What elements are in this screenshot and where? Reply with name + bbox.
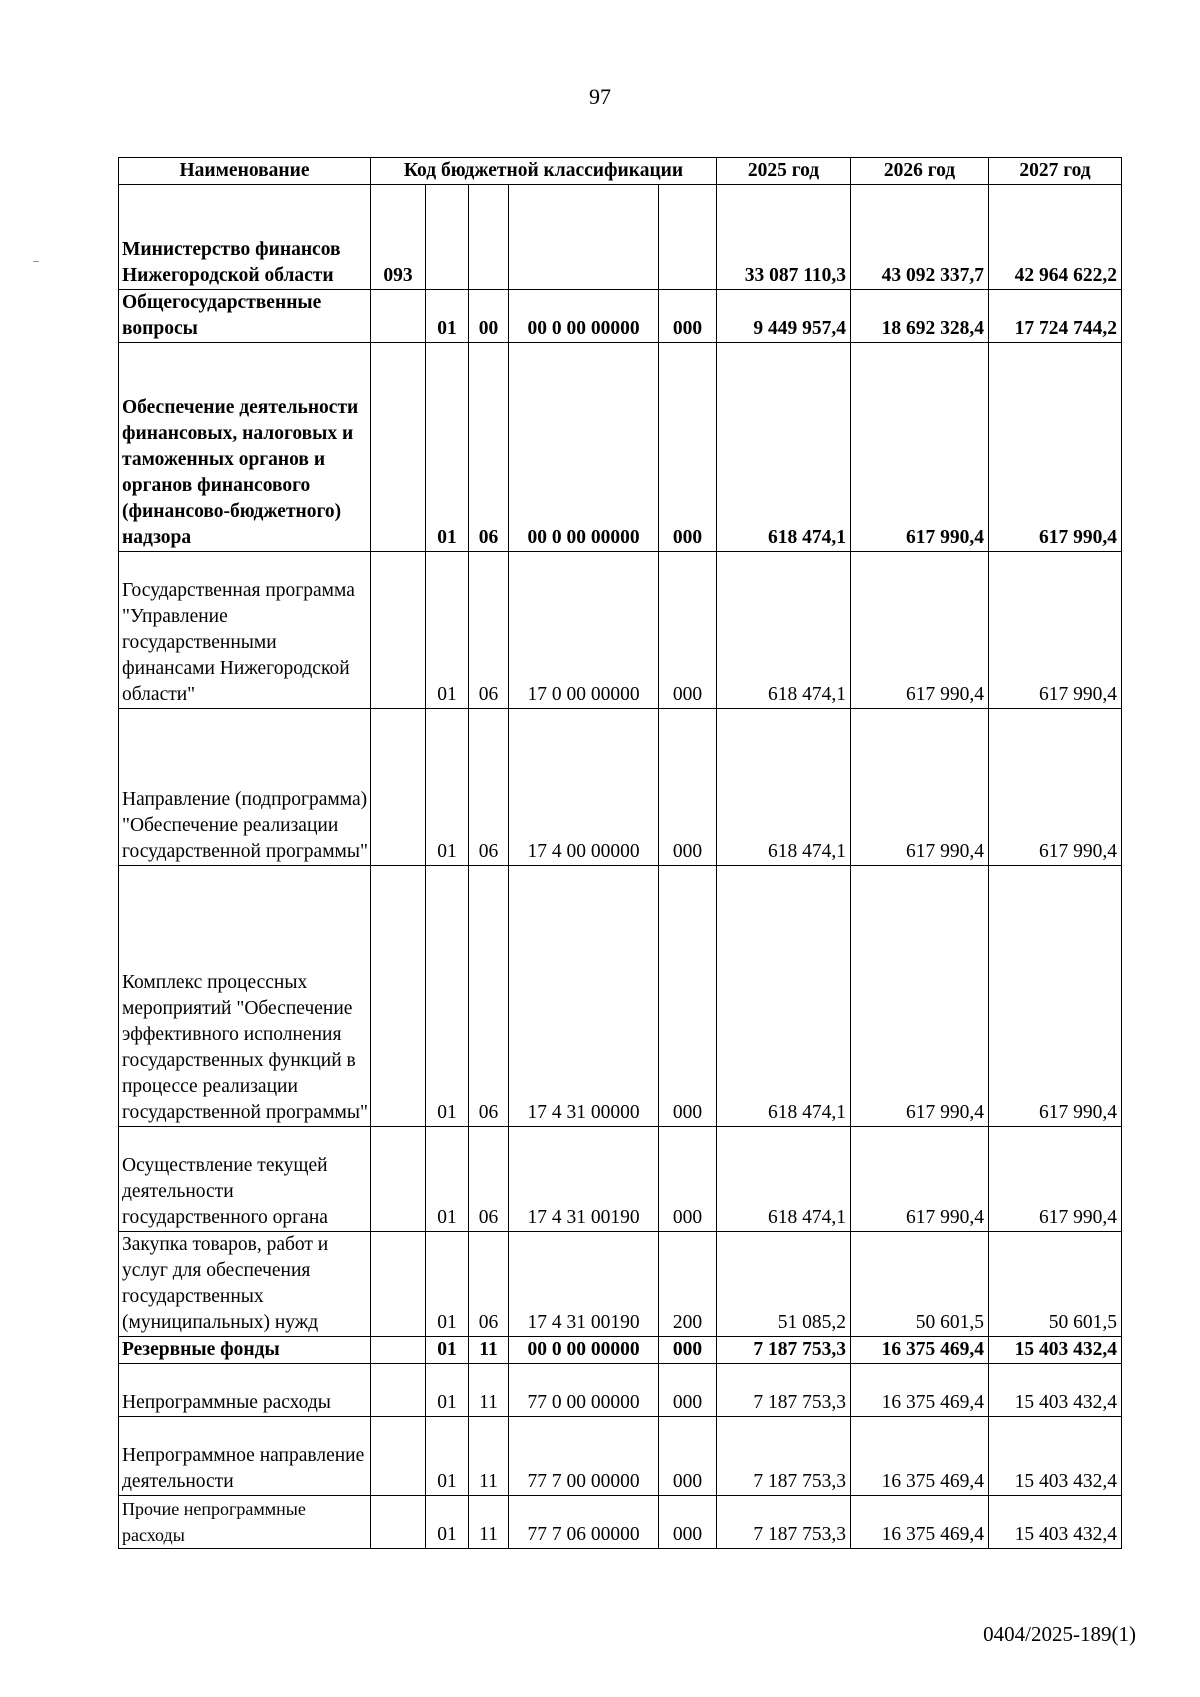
table-row	[119, 1127, 1122, 1232]
row-vr: 000	[659, 1127, 717, 1232]
row-csr: 00 0 00 00000	[509, 1337, 659, 1364]
header-year-2026: 2026 год	[851, 158, 989, 185]
row-vr: 000	[659, 1496, 717, 1549]
row-value-2027: 15 403 432,4	[989, 1417, 1122, 1496]
row-name: Направление (подпрограмма) "Обеспечение реализации государственной программы"	[119, 709, 371, 866]
row-value-2026: 16 375 469,4	[851, 1364, 989, 1417]
row-value-2026: 43 092 337,7	[851, 185, 989, 290]
row-value-2026: 16 375 469,4	[851, 1337, 989, 1364]
row-rz: 01	[426, 1232, 469, 1337]
row-value-2027: 50 601,5	[989, 1232, 1122, 1337]
row-csr: 17 4 00 00000	[509, 709, 659, 866]
row-value-2026: 18 692 328,4	[851, 290, 989, 343]
row-rz: 01	[426, 866, 469, 1127]
row-vr: 000	[659, 866, 717, 1127]
row-value-2027: 617 990,4	[989, 1127, 1122, 1232]
row-csr: 17 4 31 00190	[509, 1127, 659, 1232]
row-value-2027: 617 990,4	[989, 866, 1122, 1127]
table-row	[119, 343, 1122, 552]
row-value-2027: 15 403 432,4	[989, 1337, 1122, 1364]
row-csr: 77 7 00 00000	[509, 1417, 659, 1496]
row-ved	[371, 1417, 426, 1496]
row-rz: 01	[426, 552, 469, 709]
row-rz: 01	[426, 343, 469, 552]
row-name: Прочие непрограммные расходы	[119, 1496, 371, 1549]
row-pr: 11	[469, 1496, 509, 1549]
row-name: Обеспечение деятельности финансовых, налоговых и таможенных органов и органов финансового (финансово-бюджетного) надзора	[119, 343, 371, 552]
row-rz: 01	[426, 1364, 469, 1417]
row-rz	[426, 185, 469, 290]
row-value-2027: 15 403 432,4	[989, 1496, 1122, 1549]
row-vr: 000	[659, 1337, 717, 1364]
row-value-2025: 618 474,1	[717, 343, 851, 552]
table-row	[119, 1337, 1122, 1364]
row-vr: 000	[659, 709, 717, 866]
row-ved	[371, 1364, 426, 1417]
row-value-2027: 617 990,4	[989, 343, 1122, 552]
row-pr: 06	[469, 343, 509, 552]
row-value-2027: 617 990,4	[989, 552, 1122, 709]
row-ved	[371, 343, 426, 552]
row-value-2025: 7 187 753,3	[717, 1417, 851, 1496]
row-pr: 06	[469, 1127, 509, 1232]
row-pr: 11	[469, 1337, 509, 1364]
row-value-2026: 50 601,5	[851, 1232, 989, 1337]
row-value-2027: 17 724 744,2	[989, 290, 1122, 343]
row-csr: 17 4 31 00190	[509, 1232, 659, 1337]
row-ved	[371, 1496, 426, 1549]
row-ved	[371, 1127, 426, 1232]
row-name: Государственная программа "Управление государственными финансами Нижегородской области"	[119, 552, 371, 709]
row-rz: 01	[426, 1496, 469, 1549]
header-year-2027: 2027 год	[989, 158, 1122, 185]
row-value-2026: 617 990,4	[851, 552, 989, 709]
row-name: Осуществление текущей деятельности государственного органа	[119, 1127, 371, 1232]
table-row	[119, 1232, 1122, 1337]
row-pr: 06	[469, 1232, 509, 1337]
row-value-2026: 617 990,4	[851, 343, 989, 552]
row-ved	[371, 1337, 426, 1364]
row-name: Общегосударственные вопросы	[119, 290, 371, 343]
header-name: Наименование	[119, 158, 371, 185]
row-value-2026: 16 375 469,4	[851, 1417, 989, 1496]
table-row	[119, 866, 1122, 1127]
table-row	[119, 290, 1122, 343]
row-name: Непрограммное направление деятельности	[119, 1417, 371, 1496]
row-vr: 200	[659, 1232, 717, 1337]
budget-table	[118, 157, 1122, 1549]
row-value-2026: 617 990,4	[851, 866, 989, 1127]
row-value-2027: 42 964 622,2	[989, 185, 1122, 290]
row-csr: 77 7 06 00000	[509, 1496, 659, 1549]
row-vr: 000	[659, 552, 717, 709]
row-csr	[509, 185, 659, 290]
row-ved	[371, 552, 426, 709]
row-pr: 06	[469, 552, 509, 709]
row-ved	[371, 290, 426, 343]
row-name: Министерство финансов Нижегородской области	[119, 185, 371, 290]
row-rz: 01	[426, 709, 469, 866]
row-pr	[469, 185, 509, 290]
row-pr: 11	[469, 1364, 509, 1417]
row-value-2025: 51 085,2	[717, 1232, 851, 1337]
row-csr: 17 0 00 00000	[509, 552, 659, 709]
row-value-2027: 617 990,4	[989, 709, 1122, 866]
row-name: Непрограммные расходы	[119, 1364, 371, 1417]
document-number: 0404/2025-189(1)	[983, 1622, 1136, 1646]
table-header-row	[119, 158, 1122, 185]
header-code: Код бюджетной классификации	[371, 158, 717, 185]
row-pr: 00	[469, 290, 509, 343]
row-value-2025: 618 474,1	[717, 709, 851, 866]
row-ved	[371, 709, 426, 866]
table-row	[119, 1496, 1122, 1549]
row-name: Резервные фонды	[119, 1337, 371, 1364]
row-vr: 000	[659, 1417, 717, 1496]
row-value-2025: 7 187 753,3	[717, 1496, 851, 1549]
row-ved: 093	[371, 185, 426, 290]
header-year-2025: 2025 год	[717, 158, 851, 185]
row-value-2025: 618 474,1	[717, 552, 851, 709]
table-row	[119, 1417, 1122, 1496]
table-row	[119, 1364, 1122, 1417]
row-csr: 00 0 00 00000	[509, 343, 659, 552]
row-csr: 77 0 00 00000	[509, 1364, 659, 1417]
row-vr	[659, 185, 717, 290]
row-pr: 06	[469, 709, 509, 866]
row-vr: 000	[659, 343, 717, 552]
row-value-2025: 9 449 957,4	[717, 290, 851, 343]
row-value-2025: 618 474,1	[717, 866, 851, 1127]
row-value-2027: 15 403 432,4	[989, 1364, 1122, 1417]
row-vr: 000	[659, 290, 717, 343]
row-ved	[371, 1232, 426, 1337]
table-row	[119, 709, 1122, 866]
row-value-2026: 16 375 469,4	[851, 1496, 989, 1549]
table-row	[119, 185, 1122, 290]
row-vr: 000	[659, 1364, 717, 1417]
row-rz: 01	[426, 1127, 469, 1232]
row-value-2025: 7 187 753,3	[717, 1337, 851, 1364]
row-value-2026: 617 990,4	[851, 1127, 989, 1232]
row-value-2025: 7 187 753,3	[717, 1364, 851, 1417]
row-ved	[371, 866, 426, 1127]
page-number: 97	[589, 84, 611, 109]
row-csr: 00 0 00 00000	[509, 290, 659, 343]
row-rz: 01	[426, 1417, 469, 1496]
row-pr: 11	[469, 1417, 509, 1496]
row-name: Закупка товаров, работ и услуг для обеспечения государственных (муниципальных) нужд	[119, 1232, 371, 1337]
row-value-2026: 617 990,4	[851, 709, 989, 866]
row-pr: 06	[469, 866, 509, 1127]
row-value-2025: 618 474,1	[717, 1127, 851, 1232]
row-csr: 17 4 31 00000	[509, 866, 659, 1127]
scan-artifact-mark	[33, 261, 39, 262]
row-value-2025: 33 087 110,3	[717, 185, 851, 290]
table-row	[119, 552, 1122, 709]
row-rz: 01	[426, 290, 469, 343]
row-rz: 01	[426, 1337, 469, 1364]
row-name: Комплекс процессных мероприятий "Обеспечение эффективного исполнения государственных функций в процессе реализации государственной программы"	[119, 866, 371, 1127]
